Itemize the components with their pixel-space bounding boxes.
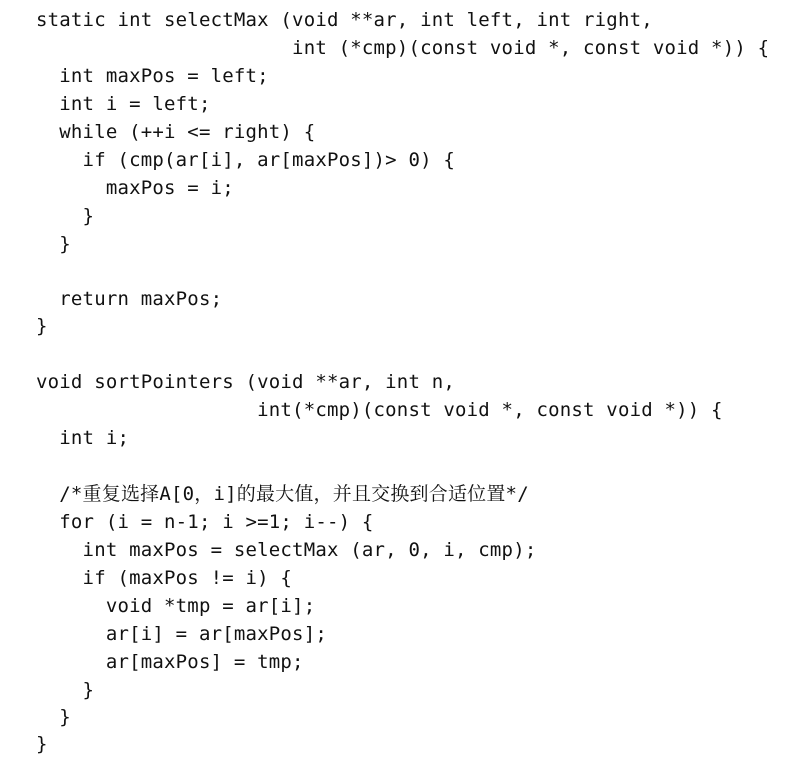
code-line: if (cmp(ar[i], ar[maxPos])> 0) { — [36, 149, 456, 171]
code-line: } — [36, 233, 71, 255]
code-line: if (maxPos != i) { — [36, 567, 293, 589]
code-line: } — [36, 679, 95, 701]
code-line: ar[maxPos] = tmp; — [36, 651, 304, 673]
code-line: int(*cmp)(const void *, const void *)) { — [36, 399, 723, 421]
code-line: return maxPos; — [36, 288, 223, 310]
code-line: int i; — [36, 427, 130, 449]
code-line: int maxPos = selectMax (ar, 0, i, cmp); — [36, 539, 537, 561]
code-line: } — [36, 706, 71, 728]
code-line: while (++i <= right) { — [36, 121, 316, 143]
code-line: int i = left; — [36, 93, 211, 115]
code-line: void sortPointers (void **ar, int n, — [36, 371, 456, 393]
code-comment: /*重复选择A[0，i]的最大值，并且交换到合适位置*/ — [36, 483, 529, 505]
code-line: for (i = n-1; i >=1; i--) { — [36, 511, 374, 533]
code-line: ar[i] = ar[maxPos]; — [36, 623, 327, 645]
code-line: } — [36, 733, 48, 755]
code-line: void *tmp = ar[i]; — [36, 595, 316, 617]
code-line: maxPos = i; — [36, 177, 234, 199]
code-line: } — [36, 205, 95, 227]
code-line: int maxPos = left; — [36, 65, 269, 87]
code-line: int (*cmp)(const void *, const void *)) { — [36, 37, 770, 59]
code-line: static int selectMax (void **ar, int left, int right, — [36, 9, 653, 31]
code-line: } — [36, 315, 48, 337]
